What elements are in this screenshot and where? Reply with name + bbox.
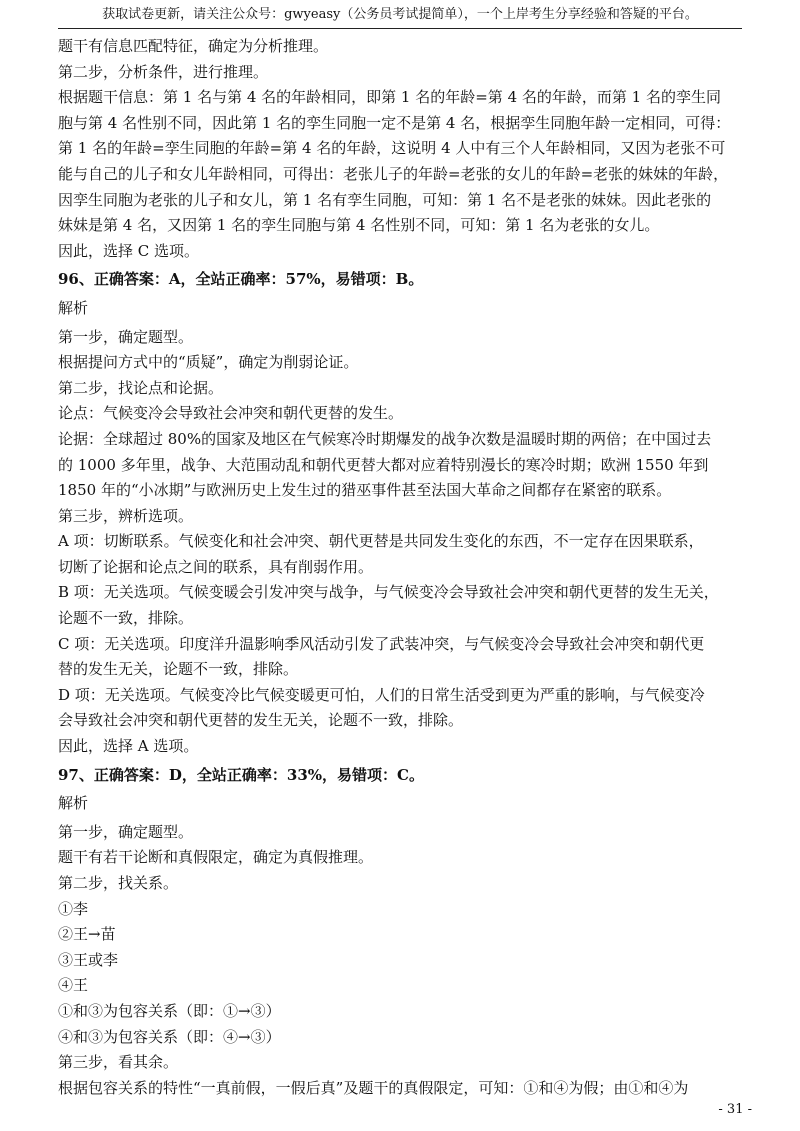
text-line: A 项：切断联系。气候变化和社会冲突、朝代更替是共同发生变化的东西，不一定存在因果联系， xyxy=(58,532,704,551)
text-line: 论据：全球超过 80%的国家及地区在气候寒冷时期爆发的战争次数是温暖时期的两倍；在中国过去 xyxy=(58,429,712,448)
text-line: 第二步，找关系。 xyxy=(58,874,179,892)
text-line: 根据包容关系的特性“一真前假，一假后真”及题干的真假限定，可知：①和④为假；由①和④为 xyxy=(58,1078,689,1097)
text-line: 胞与第 4 名性别不同，因此第 1 名的孪生同胞一定不是第 4 名，根据孪生同胞年龄一定相同，可得： xyxy=(58,113,731,132)
page-header: 获取试卷更新，请关注公众号：gwyeasy（公务员考试提简单），一个上岸考生分享经验和答疑的平台。 xyxy=(102,7,698,22)
page-number: - 31 - xyxy=(718,1102,752,1117)
text-line: ①李 xyxy=(58,899,89,918)
text-line: ①和③为包容关系（即：①→③） xyxy=(58,1001,281,1020)
text-line: ④王 xyxy=(58,976,89,995)
text-line: C 项：无关选项。印度洋升温影响季风活动引发了武装冲突，与气候变冷会导致社会冲突和朝代更 xyxy=(58,634,705,653)
text-line: 第二步，找论点和论据。 xyxy=(58,378,224,397)
text-line: ③王或李 xyxy=(58,950,119,969)
text-line: 的 1000 多年里，战争、大范围动乱和朝代更替大都对应着特别漫长的寒冷时期；欧洲 1550 年到 xyxy=(58,455,709,474)
q96-answer-heading: 96、正确答案：A，全站正确率：57%，易错项：B。 xyxy=(58,270,424,289)
text-line: D 项：无关选项。气候变冷比气候变暖更可怕，人们的日常生活受到更为严重的影响，与气候变冷 xyxy=(58,685,705,704)
text-line: 第一步，确定题型。 xyxy=(58,822,194,841)
text-line: 会导致社会冲突和朝代更替的发生无关，论题不一致，排除。 xyxy=(58,711,464,730)
q97-analysis-label: 解析 xyxy=(58,794,89,813)
text-line: 题干有信息匹配特征，确定为分析推理。 xyxy=(58,37,329,55)
text-line: 替的发生无关，论题不一致，排除。 xyxy=(58,660,299,679)
text-line: 论题不一致，排除。 xyxy=(58,609,194,628)
text-line: 1850 年的“小冰期”与欧洲历史上发生过的猎巫事件甚至法国大革命之间都存在紧密的联系。 xyxy=(58,481,672,500)
text-line: ②王→苗 xyxy=(58,925,116,944)
text-line: 因此，选择 C 选项。 xyxy=(58,241,200,260)
document-body xyxy=(58,34,748,1101)
text-line: 第二步，分析条件，进行推理。 xyxy=(58,62,269,81)
text-line: 根据提问方式中的“质疑”，确定为削弱论证。 xyxy=(58,353,359,372)
text-line: B 项：无关选项。气候变暖会引发冲突与战争，与气候变冷会导致社会冲突和朝代更替的发生无关， xyxy=(58,583,719,602)
text-line: 第一步，确定题型。 xyxy=(58,327,194,346)
text-line: 因此，选择 A 选项。 xyxy=(58,737,199,756)
text-line: 妹妹是第 4 名，又因第 1 名的孪生同胞与第 4 名性别不同，可知：第 1 名为老张的女儿。 xyxy=(58,216,660,235)
text-line: 第 1 名的年龄=孪生同胞的年龄=第 4 名的年龄，这说明 4 人中有三个人年龄相同，又因为老张不可 xyxy=(58,139,726,158)
text-line: 第三步，辨析选项。 xyxy=(58,506,194,525)
text-line: ④和③为包容关系（即：④→③） xyxy=(58,1027,281,1046)
text-line: 因孪生同胞为老张的儿子和女儿，第 1 名有孪生同胞，可知：第 1 名不是老张的妹妹。因此老张的 xyxy=(58,190,712,209)
text-line: 能与自己的儿子和女儿年龄相同，可得出：老张儿子的年龄=老张的女儿的年龄=老张的妹妹的年龄， xyxy=(58,164,729,183)
text-line: 第三步，看其余。 xyxy=(58,1053,179,1072)
text-line: 切断了论据和论点之间的联系，具有削弱作用。 xyxy=(58,557,374,576)
q97-answer-heading: 97、正确答案：D，全站正确率：33%，易错项：C。 xyxy=(58,765,424,784)
text-line: 题干有若干论断和真假限定，确定为真假推理。 xyxy=(58,848,374,867)
q96-analysis-label: 解析 xyxy=(58,298,89,317)
text-line: 论点：气候变冷会导致社会冲突和朝代更替的发生。 xyxy=(58,404,404,423)
text-line: 根据题干信息：第 1 名与第 4 名的年龄相同，即第 1 名的年龄=第 4 名的年龄，而第 1 名的孪生同 xyxy=(58,88,721,107)
header-rule xyxy=(58,28,742,29)
